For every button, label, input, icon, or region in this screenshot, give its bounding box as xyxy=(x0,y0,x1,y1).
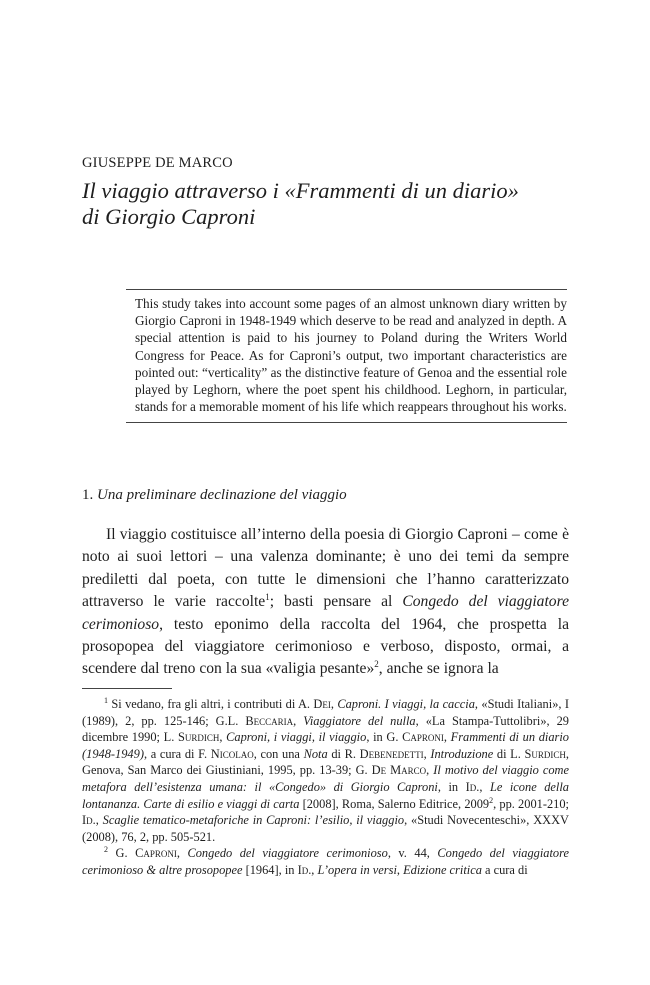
fn1-ak: , pp. 2001-210; xyxy=(493,796,569,811)
fn2-g: [1964], in xyxy=(242,862,298,877)
fn1-j: Surdich xyxy=(177,730,220,745)
footnote-ref-2[interactable]: 2 xyxy=(374,659,379,670)
fn1-n: Caproni xyxy=(402,730,444,745)
footnote-1-mark: 1 xyxy=(104,695,108,705)
author-name: GIUSEPPE DE MARCO xyxy=(82,155,233,171)
section-heading xyxy=(82,487,347,504)
fn1-z: Surdich xyxy=(524,746,566,761)
fn1-ad: Il motivo del viaggio come metafora dell’esistenza umana: il «Congedo» di Giorgio Caproni xyxy=(82,763,569,794)
fn1-h: Viaggiatore del nulla xyxy=(303,713,416,728)
fn2-j: L’opera in versi xyxy=(317,862,397,877)
fn1-am: , xyxy=(95,813,103,828)
fn1-d: Caproni. I viaggi, la caccia xyxy=(337,697,475,711)
footnote-divider xyxy=(82,688,172,689)
fn1-x: Introduzione xyxy=(430,746,494,761)
fn1-e: , «Studi Italiani», I (1989), 2, pp. 125-146; G.L. xyxy=(82,697,569,728)
fn1-t: Nota xyxy=(303,746,328,761)
footnotes xyxy=(82,696,569,879)
fn1-y: di L. xyxy=(493,746,525,761)
fn1-ae: , in xyxy=(437,779,466,794)
footnote-2 xyxy=(82,845,569,878)
fn2-h: Id. xyxy=(297,862,312,877)
fn1-an: Scaglie tematico-metaforiche in Caproni: l’esilio, il viaggio xyxy=(102,813,405,828)
fn1-aj: 2 xyxy=(489,795,494,805)
fn1-ag: , xyxy=(479,779,490,794)
fn2-i: , xyxy=(311,862,318,877)
body-text-3: Congedo del viaggiatore cerimonioso xyxy=(82,593,569,633)
fn1-q: , a cura di F. xyxy=(143,746,211,761)
footnote-1 xyxy=(82,696,569,845)
body-text-1: Il viaggio costituisce all’interno della poesia di Giorgio Caproni – come è noto ai suoi lettori – una valenza dominante; è uno dei temi da sempre prediletti dal poeta, con tutte le dimensioni che l’hanno caratterizzato attraverso le varie raccolte xyxy=(82,526,569,611)
title-line-1: Il viaggio attraverso i «Frammenti di un diario» xyxy=(82,178,519,203)
fn2-l: Edizione critica xyxy=(403,862,482,877)
fn2-f: Congedo del viaggiatore cerimonioso & altre prosopopee xyxy=(82,846,569,877)
fn1-ac: , xyxy=(426,763,434,778)
abstract-box xyxy=(126,289,567,423)
section-number: 1. xyxy=(82,487,94,503)
footnote-ref-1[interactable]: 1 xyxy=(265,592,270,603)
fn1-ai: [2008], Roma, Salerno Editrice, 2009 xyxy=(299,796,490,811)
fn2-c: , xyxy=(176,846,188,861)
fn1-ao: , «Studi Novecenteschi», XXXV (2008), 76, 2, pp. 505-521. xyxy=(82,813,569,844)
article-title xyxy=(82,178,582,230)
body-text-5: , anche se ignora la xyxy=(378,660,499,678)
fn1-c: , xyxy=(330,697,338,711)
fn1-a: Si vedano, fra gli altri, i contributi di A. xyxy=(108,697,314,711)
section-title: Una preliminare declinazione del viaggio xyxy=(97,487,347,503)
fn2-a: G. xyxy=(108,846,136,861)
fn1-aa: , Genova, San Marco dei Giustiniani, 1995, pp. 13-39; G. xyxy=(82,746,570,778)
fn1-u: di R. xyxy=(327,746,360,761)
fn1-r: Nicolao xyxy=(210,746,254,761)
fn1-al: Id. xyxy=(82,813,96,828)
fn2-m: a cura di xyxy=(481,862,528,877)
fn2-d: Congedo del viaggiatore cerimonioso xyxy=(187,846,388,861)
title-line-2: di Giorgio Caproni xyxy=(82,204,256,229)
fn1-v: Debenedetti xyxy=(359,746,424,761)
fn1-p: Frammenti di un diario (1948-1949) xyxy=(82,730,569,761)
fn1-b: Dei xyxy=(313,697,331,711)
fn1-s: , con una xyxy=(253,746,304,761)
fn2-b: Caproni xyxy=(135,846,177,861)
fn1-w: , xyxy=(423,746,431,761)
body-paragraph xyxy=(82,524,569,681)
body-text-2: ; basti pensare al xyxy=(269,593,403,611)
body-text-4: , testo eponimo della raccolta del 1964, che prospetta la prosopopea del viaggiatore cerimonioso e verboso, disposto, ormai, a scendere dal treno con la sua «valigia pesante» xyxy=(82,615,569,678)
fn1-af: Id. xyxy=(465,779,480,794)
fn1-f: Beccaria xyxy=(245,713,294,728)
fn2-e: , v. 44, xyxy=(387,846,438,861)
abstract-text: This study takes into account some pages of an almost unknown diary written by Giorgio Caproni in 1948-1949 which deserve to be read and analyzed in depth. A special attention is paid to his journey to Poland during the Writers World Congress for Peace. As for Caproni’s output, two important characteristics are pointed out: “verticality” as the distinctive feature of Genoa and the essential role played by Leghorn, where the poet spent his childhood. Leghorn, in particular, stands for a memorable moment of his life which reappears throughout his works. xyxy=(135,296,567,415)
fn1-ah: Le icone della lontananza. Carte di esilio e viaggi di carta xyxy=(82,779,569,811)
fn1-m: , in G. xyxy=(366,730,403,745)
fn1-k: , xyxy=(219,730,227,745)
fn1-i: , «La Stampa-Tuttolibri», 29 dicembre 1990; L. xyxy=(82,713,569,745)
fn2-k: , xyxy=(396,862,404,877)
fn1-o: , xyxy=(443,730,451,745)
fn1-l: Caproni, i viaggi, il viaggio xyxy=(226,730,367,745)
footnote-2-mark: 2 xyxy=(104,845,108,855)
fn1-g: , xyxy=(293,713,304,728)
fn1-ab: De Marco xyxy=(371,763,427,778)
